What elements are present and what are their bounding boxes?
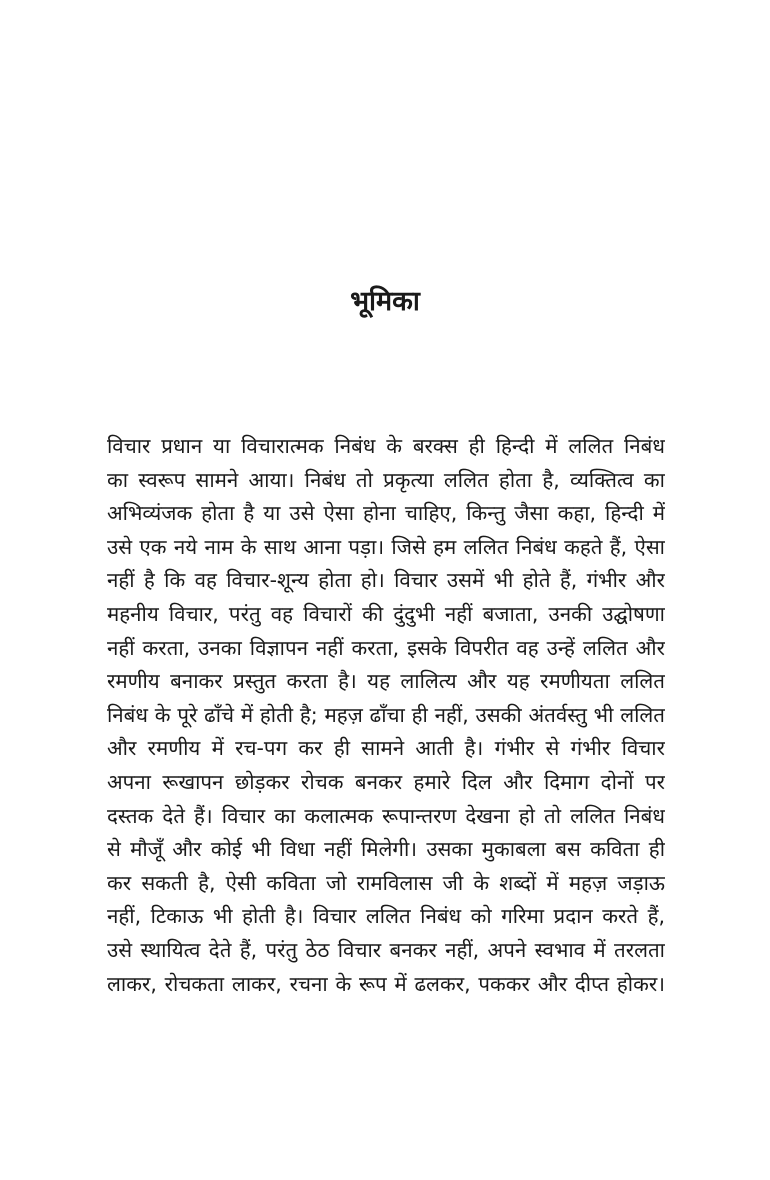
paragraph-line: महनीय विचार, परंतु वह विचारों की दुंदुभी नहीं बजाता, उनकी उद्घोषणा [107,601,665,626]
paragraph-line: उसे एक नये नाम के साथ आना पड़ा। जिसे हम ललित निबंध कहते हैं, ऐसा [107,534,665,559]
paragraph-line: नहीं है कि वह विचार-शून्य होता हो। विचार उसमें भी होते हैं, गंभीर और [107,568,665,593]
paragraph-line: अपना रूखापन छोड़कर रोचक बनकर हमारे दिल और दिमाग दोनों पर [107,769,665,794]
paragraph-line: विचार प्रधान या विचारात्मक निबंध के बरक्स ही हिन्दी में ललित निबंध [107,434,665,458]
paragraph-line: का स्वरूप सामने आया। निबंध तो प्रकृत्या ललित होता है, व्यक्तित्व का [107,467,665,492]
paragraph-line: कर सकती है, ऐसी कविता जो रामविलास जी के शब्दों में महज़ जड़ाऊ [107,870,665,895]
paragraph-line: उसे स्थायित्व देते हैं, परंतु ठेठ विचार बनकर नहीं, अपने स्वभाव में तरलता [107,937,665,962]
body-paragraph [107,430,665,1001]
paragraph-line: दस्तक देते हैं। विचार का कलात्मक रूपान्तरण देखना हो तो ललित निबंध [107,803,665,828]
paragraph-line: लाकर, रोचकता लाकर, रचना के रूप में ढलकर, पककर और दीप्त होकर। [107,971,665,996]
paragraph-line: निबंध के पूरे ढाँचे में होती है; महज़ ढाँचा ही नहीं, उसकी अंतर्वस्तु भी ललित [107,702,665,727]
page-title: भूमिका [350,286,420,317]
paragraph-line: नहीं करता, उनका विज्ञापन नहीं करता, इसके विपरीत वह उन्हें ललित और [107,635,665,660]
paragraph-line: और रमणीय में रच-पग कर ही सामने आती है। गंभीर से गंभीर विचार [107,736,665,761]
paragraph-line: अभिव्यंजक होता है या उसे ऐसा होना चाहिए, किन्तु जैसा कहा, हिन्दी में [107,501,665,526]
paragraph-line: नहीं, टिकाऊ भी होती है। विचार ललित निबंध को गरिमा प्रदान करते हैं, [107,904,665,929]
paragraph-line: रमणीय बनाकर प्रस्तुत करता है। यह लालित्य और यह रमणीयता ललित [107,669,665,694]
paragraph-line: से मौजूँ और कोई भी विधा नहीं मिलेगी। उसका मुकाबला बस कविता ही [107,837,665,862]
